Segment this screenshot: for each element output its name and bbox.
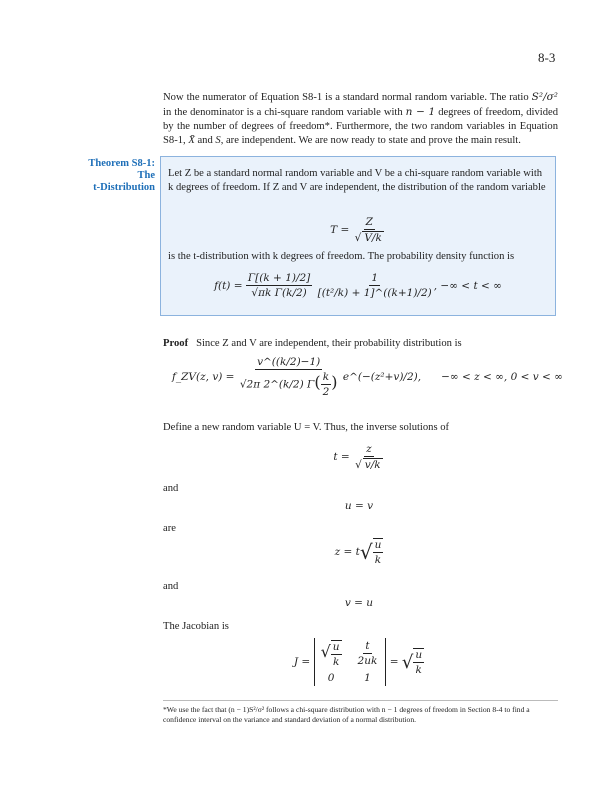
sqrt-icon: √ <box>320 642 331 661</box>
intro-text-4: and <box>194 135 216 146</box>
theorem-label-the: The <box>137 170 155 181</box>
sqrt-icon: √ <box>239 378 247 391</box>
jacobian-equals: = <box>389 656 399 668</box>
jacobian-result: $\frac{u}{k}$ <box>415 649 423 676</box>
jacobian-lhs: J = <box>293 656 311 668</box>
T-fraction <box>353 216 386 244</box>
theorem-statement: Let Z be a standard normal random variable and V be a chi-square random variable with k degrees of freedom. If Z and V are independent, the distribution of the random variable <box>168 168 546 193</box>
pdf-fraction-1 <box>246 272 312 299</box>
eq-z-numerator: u <box>374 539 382 551</box>
pdf-numerator-2: 1 <box>371 272 379 284</box>
eq-t-lhs: t = <box>333 451 350 463</box>
are-text: are <box>163 523 176 534</box>
jacobian-determinant <box>314 638 387 686</box>
equation-z <box>160 538 558 566</box>
and-text-2: and <box>163 581 179 592</box>
theorem-label-title: t-Distribution <box>93 182 155 193</box>
pdf-range: , −∞ < t < ∞ <box>433 279 502 292</box>
T-denominator: √ V/k <box>354 232 382 244</box>
jacobian-equation <box>160 638 558 686</box>
intro-s: S <box>215 135 221 146</box>
sqrt-icon: √ <box>355 459 362 471</box>
theorem-T-equation <box>160 216 556 244</box>
intro-text-2: in the denominator is a chi-square random variable with <box>163 107 406 118</box>
joint-density-equation <box>160 356 563 398</box>
theorem-pdf-equation <box>160 272 556 299</box>
page-number: 8-3 <box>538 50 556 65</box>
pdf-denominator-2: [(t²/k) + 1]^((k+1)/2) <box>317 287 432 299</box>
equation-v: v = u <box>344 597 374 609</box>
sqrt-icon: √ <box>251 287 259 299</box>
and-text-1: and <box>163 483 179 494</box>
sqrt-icon: √ <box>359 540 373 564</box>
intro-text-5: , are independent. We are now ready to state and prove the main result. <box>220 135 521 146</box>
joint-numerator: v^((k/2)−1) <box>257 356 321 368</box>
jac-cell-b: $\frac{t}{2uk}$ <box>357 640 378 667</box>
jac-cell-c: 0 <box>327 672 335 684</box>
pdf-fraction-2 <box>316 272 434 299</box>
joint-denominator: √2π 2^(k/2) Γ( $\frac{k}{2}$ ) <box>239 371 338 398</box>
eq-t-numerator: z <box>366 443 372 455</box>
proof-intro <box>163 337 558 351</box>
joint-exponential: e^(−(z²+v)/2), <box>342 371 422 383</box>
pdf-numerator-1: Γ[(k + 1)/2] <box>247 272 311 284</box>
sqrt-icon: √ <box>401 651 414 673</box>
pdf-lhs: f(t) = <box>214 279 243 292</box>
intro-ratio: S²/σ² <box>531 91 558 103</box>
footnote-divider <box>163 700 558 701</box>
eq-z-fraction <box>373 538 384 566</box>
define-text: Define a new random variable U = V. Thus, the inverse solutions of <box>163 422 450 433</box>
intro-text-3: degrees of freedom, divided by the number of degrees of freedom*. Furthermore, the two random variables in Equation S8-1, <box>163 107 558 146</box>
joint-lhs: f_ZV(z, v) = <box>172 371 235 383</box>
k-over-2: $\frac{k}{2}$ <box>322 371 330 398</box>
proof-text: Since Z and V are independent, their probability distribution is <box>196 338 462 349</box>
joint-range: −∞ < z < ∞, 0 < v < ∞ <box>441 371 563 383</box>
T-numerator: Z <box>365 216 373 228</box>
eq-z-lhs: z = t <box>334 546 360 558</box>
jacobian-text: The Jacobian is <box>163 621 229 632</box>
eq-z-denominator: k <box>374 554 382 566</box>
pdf-denominator-1: √πk Γ(k/2) <box>251 287 307 299</box>
footnote: *We use the fact that (n − 1)S²/σ² follows a chi-square distribution with n − 1 degrees of freedom in Section 8-4 to find a confidence interval on the variance and standard deviation of a normal distribution. <box>163 705 530 724</box>
joint-fraction <box>238 356 340 398</box>
intro-text-1: Now the numerator of Equation S8-1 is a standard normal random variable. The ratio <box>163 92 532 103</box>
intro-xbar: X̄ <box>188 135 195 146</box>
theorem-label-number: Theorem S8-1: <box>88 158 155 169</box>
eq-t-fraction <box>353 443 385 471</box>
equation-t <box>160 443 558 471</box>
theorem-tdist-text: is the t-distribution with k degrees of freedom. The probability density function is <box>168 251 515 262</box>
eq-t-denominator: √ v/k <box>355 459 381 471</box>
intro-dof: n − 1 <box>405 106 436 118</box>
T-lhs: T = <box>330 224 350 236</box>
sqrt-icon: √ <box>354 232 362 244</box>
intro-paragraph <box>163 90 558 148</box>
proof-label: Proof <box>163 338 189 349</box>
equation-u: u = v <box>344 500 374 512</box>
jac-cell-a: √ $\frac{u}{k}$ <box>320 641 340 668</box>
jac-cell-d: 1 <box>364 672 371 684</box>
